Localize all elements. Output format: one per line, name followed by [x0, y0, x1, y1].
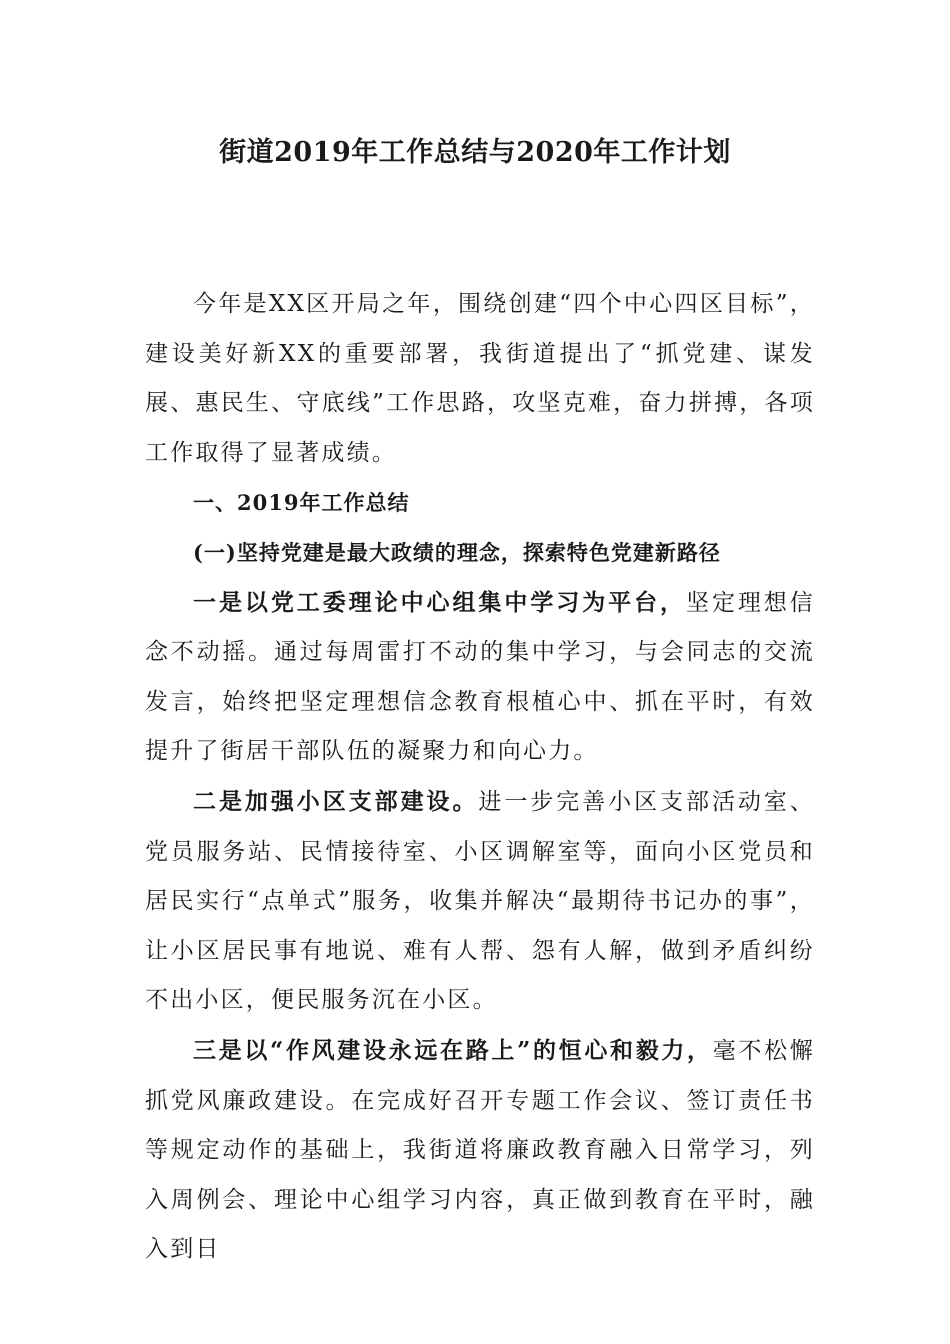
item-3-text: 毫不松懈抓党风廉政建设。在完成好召开专题工作会议、签订责任书等规定动作的基础上，我街道将廉政教育融入日常学习，列入周例会、理论中心组学习内容，真正做到教育在平时，融入到日	[145, 1037, 815, 1263]
item-2-paragraph	[145, 777, 815, 1026]
item-3-lead: 三是以“作风建设永远在路上”的恒心和毅力，	[193, 1036, 713, 1064]
subsection-heading: (一)坚持党建是最大政绩的理念，探索特色党建新路径	[193, 539, 721, 565]
item-1-paragraph	[145, 578, 815, 777]
document-title: 街道2019年工作总结与2020年工作计划	[219, 137, 731, 168]
document-body	[145, 280, 815, 1275]
intro-paragraph: 今年是XX区开局之年，围绕创建“四个中心四区目标”，建设美好新XX的重要部署，我街道提出了“抓党建、谋发展、惠民生、守底线”工作思路，攻坚克难，奋力拼搏，各项工作取得了显著成绩。	[145, 291, 815, 466]
item-2-text: 进一步完善小区支部活动室、党员服务站、民情接待室、小区调解室等，面向小区党员和居民实行“点单式”服务，收集并解决“最期待书记办的事”，让小区居民事有地说、难有人帮、怨有人解，做到矛盾纠纷不出小区，便民服务沉在小区。	[145, 788, 815, 1014]
item-1-text: 坚定理想信念不动摇。通过每周雷打不动的集中学习，与会同志的交流发言，始终把坚定理想信念教育根植心中、抓在平时，有效提升了街居干部队伍的凝聚力和向心力。	[145, 589, 815, 765]
item-1-lead: 一是以党工委理论中心组集中学习为平台，	[193, 588, 686, 616]
item-3-paragraph	[145, 1026, 815, 1275]
section-heading: 一、2019年工作总结	[193, 490, 410, 516]
item-2-lead: 二是加强小区支部建设。	[193, 787, 479, 815]
